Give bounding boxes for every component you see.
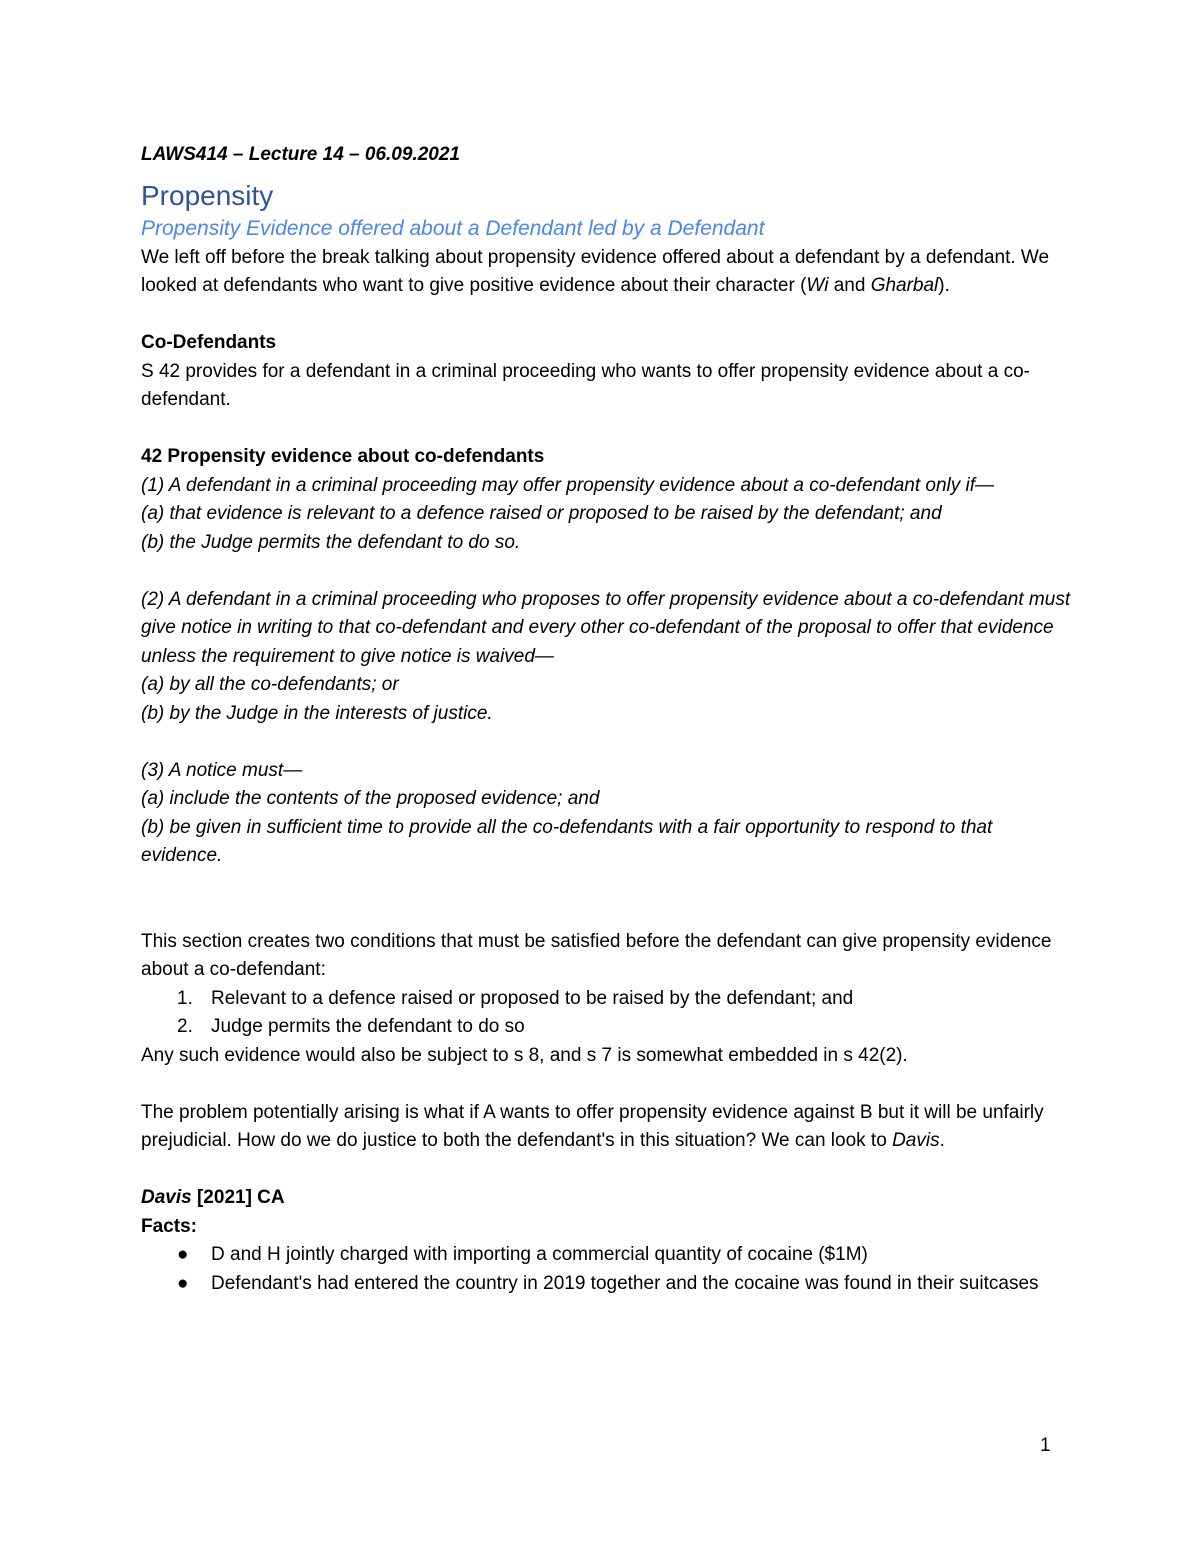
bullet-icon: ●: [177, 1244, 189, 1265]
spacer: [141, 728, 1071, 757]
spacer: [141, 301, 1071, 330]
codefendants-body: S 42 provides for a defendant in a criminal proceeding who wants to offer propensity evidence about a co-defendant.: [141, 360, 1030, 410]
section42-sub2-line: (b) by the Judge in the interests of justice.: [141, 702, 493, 724]
section42-sub3-line: (b) be given in sufficient time to provide all the co-defendants with a fair opportunity to respond to that evidence.: [141, 816, 993, 866]
list-item: [141, 1013, 1071, 1042]
spacer: [141, 557, 1071, 586]
case-gharbal: Gharbal: [870, 275, 939, 296]
conditions-intro: This section creates two conditions that must be satisfied before the defendant can give propensity evidence about a co-defendant:: [141, 930, 1052, 980]
section42-sub1-line: (a) that evidence is relevant to a defence raised or proposed to be raised by the defendant; and: [141, 503, 942, 524]
section42-sub2-line: (a) by all the co-defendants; or: [141, 674, 399, 695]
list-marker: 2.: [177, 1016, 193, 1037]
problem-text: The problem potentially arising is what if A wants to offer propensity evidence against B but it will be unfairly prejudicial. How do we do justice to both the defendant's in this situation? We can look to: [141, 1101, 1044, 1151]
spacer: [141, 871, 1071, 928]
spacer: [141, 1070, 1071, 1099]
list-item: [141, 985, 1071, 1014]
conditions-outro: Any such evidence would also be subject to s 8, and s 7 is somewhat embedded in s 42(2).: [141, 1044, 908, 1066]
case-wi: Wi: [806, 275, 829, 296]
intro-paragraph: [141, 244, 1071, 301]
codefendants-heading: Co-Defendants: [141, 332, 277, 353]
subheading: Propensity Evidence offered about a Defendant led by a Defendant: [141, 216, 765, 240]
section42-sub2-line: (2) A defendant in a criminal proceeding who proposes to offer propensity evidence about a co-defendant must give notice in writing to that co-defendant and every other co-defendant of the proposal to offer that evidence unless the requirement to give notice is waived—: [141, 588, 1071, 667]
davis-citation: [2021] CA: [191, 1187, 285, 1208]
intro-text: We left off before the break talking about propensity evidence offered about a defendant by a defendant. We looked at defendants who want to give positive evidence about their character (: [141, 246, 1050, 296]
list-item-text: D and H jointly charged with importing a commercial quantity of cocaine ($1M): [211, 1244, 868, 1265]
list-item: [141, 1241, 1071, 1270]
page-number: 1: [1040, 1435, 1051, 1456]
list-item-text: Relevant to a defence raised or proposed to be raised by the defendant; and: [211, 987, 854, 1009]
bullet-icon: ●: [177, 1272, 189, 1294]
conditions-list: [141, 985, 1071, 1042]
spacer: [141, 1156, 1071, 1185]
intro-end: ).: [938, 275, 950, 296]
list-item-text: Judge permits the defendant to do so: [211, 1016, 525, 1037]
heading-propensity: Propensity: [141, 179, 274, 211]
spacer: [141, 415, 1071, 444]
facts-label: Facts:: [141, 1215, 197, 1237]
section42-sub3-line: (a) include the contents of the proposed evidence; and: [141, 788, 600, 809]
facts-list: [141, 1241, 1071, 1298]
section42-sub1-line: (b) the Judge permits the defendant to do so.: [141, 531, 521, 553]
case-davis-ref: Davis: [892, 1130, 940, 1151]
lecture-title: LAWS414 – Lecture 14 – 06.09.2021: [141, 144, 460, 165]
section42-heading: 42 Propensity evidence about co-defendants: [141, 446, 545, 467]
document-content: [141, 141, 1071, 1298]
davis-heading: [141, 1184, 1071, 1213]
section42-sub3-line: (3) A notice must—: [141, 759, 303, 781]
list-marker: 1.: [177, 987, 193, 1009]
problem-end: .: [939, 1130, 945, 1151]
list-item: [141, 1270, 1071, 1299]
intro-and: and: [828, 275, 871, 296]
davis-case-name: Davis: [141, 1187, 192, 1208]
section42-sub1-line: (1) A defendant in a criminal proceeding may offer propensity evidence about a co-defendant only if—: [141, 474, 995, 496]
problem-paragraph: [141, 1099, 1071, 1156]
list-item-text: Defendant's had entered the country in 2019 together and the cocaine was found in their suitcases: [211, 1272, 1039, 1294]
